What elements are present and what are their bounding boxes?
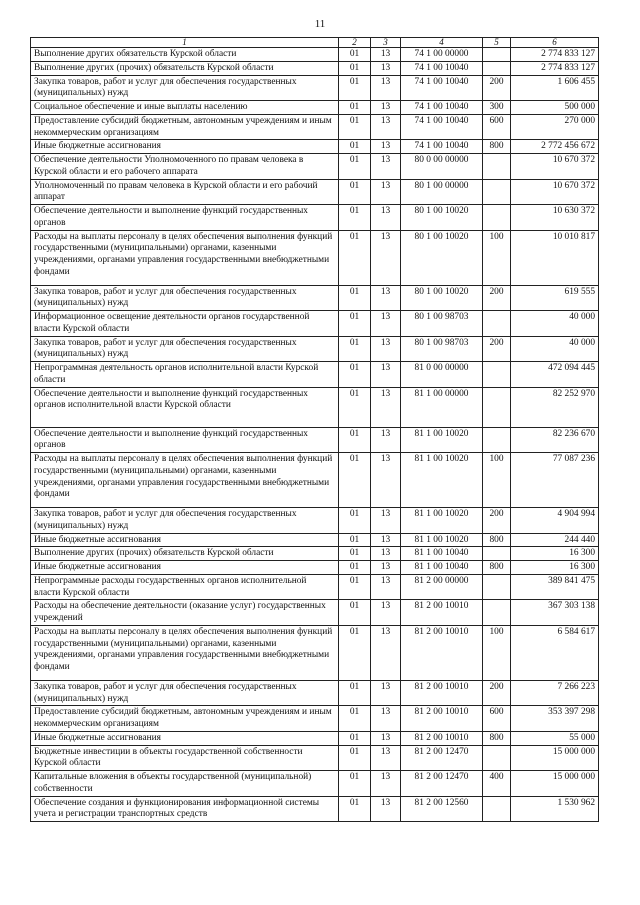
- target-article-cell: 74 1 00 00000: [401, 48, 483, 62]
- row-name-cell: Расходы на выплаты персоналу в целях обеспечения выполнения функций государственными (муниципальными) органами, казенными учреждениями, органами управления государственными внебюджетными фондами: [31, 625, 339, 680]
- subsection-code-cell: 13: [371, 547, 401, 561]
- table-row: [31, 453, 599, 508]
- section-code-cell: 01: [339, 387, 371, 427]
- expense-type-cell: [483, 387, 511, 427]
- amount-cell: 40 000: [511, 311, 599, 337]
- table-row: [31, 205, 599, 231]
- section-code-cell: 01: [339, 101, 371, 115]
- target-article-cell: 74 1 00 10040: [401, 61, 483, 75]
- amount-cell: 1 530 962: [511, 796, 599, 822]
- expense-type-cell: [483, 179, 511, 205]
- target-article-cell: 81 1 00 10020: [401, 508, 483, 534]
- amount-cell: 353 397 298: [511, 706, 599, 732]
- target-article-cell: 74 1 00 10040: [401, 75, 483, 101]
- expense-type-cell: 600: [483, 706, 511, 732]
- section-code-cell: 01: [339, 508, 371, 534]
- target-article-cell: 81 0 00 00000: [401, 362, 483, 388]
- subsection-code-cell: 13: [371, 230, 401, 285]
- table-row: [31, 114, 599, 140]
- column-header: 5: [483, 38, 511, 48]
- expense-type-cell: 200: [483, 336, 511, 362]
- target-article-cell: 81 2 00 00000: [401, 574, 483, 600]
- expense-type-cell: [483, 61, 511, 75]
- table-row: [31, 574, 599, 600]
- section-code-cell: 01: [339, 362, 371, 388]
- target-article-cell: 81 2 00 12470: [401, 771, 483, 797]
- amount-cell: 2 772 456 672: [511, 140, 599, 154]
- subsection-code-cell: 13: [371, 75, 401, 101]
- section-code-cell: 01: [339, 48, 371, 62]
- amount-cell: 2 774 833 127: [511, 48, 599, 62]
- target-article-cell: 80 0 00 00000: [401, 154, 483, 180]
- amount-cell: 40 000: [511, 336, 599, 362]
- target-article-cell: 74 1 00 10040: [401, 140, 483, 154]
- subsection-code-cell: 13: [371, 61, 401, 75]
- section-code-cell: 01: [339, 311, 371, 337]
- amount-cell: 10 670 372: [511, 179, 599, 205]
- column-header: 3: [371, 38, 401, 48]
- table-row: [31, 561, 599, 575]
- table-row: [31, 771, 599, 797]
- target-article-cell: 81 2 00 12470: [401, 745, 483, 771]
- subsection-code-cell: 13: [371, 205, 401, 231]
- table-row: [31, 745, 599, 771]
- section-code-cell: 01: [339, 561, 371, 575]
- subsection-code-cell: 13: [371, 745, 401, 771]
- expense-type-cell: 200: [483, 285, 511, 311]
- subsection-code-cell: 13: [371, 680, 401, 706]
- section-code-cell: 01: [339, 547, 371, 561]
- subsection-code-cell: 13: [371, 179, 401, 205]
- row-name-cell: Закупка товаров, работ и услуг для обеспечения государственных (муниципальных) нужд: [31, 75, 339, 101]
- section-code-cell: 01: [339, 796, 371, 822]
- subsection-code-cell: 13: [371, 625, 401, 680]
- amount-cell: 472 094 445: [511, 362, 599, 388]
- table-row: [31, 336, 599, 362]
- expense-type-cell: 800: [483, 140, 511, 154]
- amount-cell: 4 904 994: [511, 508, 599, 534]
- table-row: [31, 731, 599, 745]
- table-row: [31, 61, 599, 75]
- subsection-code-cell: 13: [371, 574, 401, 600]
- table-row: [31, 179, 599, 205]
- target-article-cell: 80 1 00 00000: [401, 179, 483, 205]
- target-article-cell: 81 2 00 10010: [401, 680, 483, 706]
- amount-cell: 270 000: [511, 114, 599, 140]
- amount-cell: 244 440: [511, 533, 599, 547]
- row-name-cell: Обеспечение деятельности Уполномоченного по правам человека в Курской области и его рабочего аппарата: [31, 154, 339, 180]
- section-code-cell: 01: [339, 205, 371, 231]
- subsection-code-cell: 13: [371, 508, 401, 534]
- section-code-cell: 01: [339, 154, 371, 180]
- section-code-cell: 01: [339, 574, 371, 600]
- row-name-cell: Закупка товаров, работ и услуг для обеспечения государственных (муниципальных) нужд: [31, 285, 339, 311]
- column-header: 2: [339, 38, 371, 48]
- amount-cell: 500 000: [511, 101, 599, 115]
- expense-type-cell: 200: [483, 508, 511, 534]
- subsection-code-cell: 13: [371, 311, 401, 337]
- subsection-code-cell: 13: [371, 387, 401, 427]
- target-article-cell: 80 1 00 98703: [401, 311, 483, 337]
- amount-cell: 2 774 833 127: [511, 61, 599, 75]
- row-name-cell: Выполнение других обязательств Курской области: [31, 48, 339, 62]
- section-code-cell: 01: [339, 731, 371, 745]
- row-name-cell: Предоставление субсидий бюджетным, автономным учреждениям и иным некоммерческим организациям: [31, 114, 339, 140]
- expense-type-cell: [483, 745, 511, 771]
- row-name-cell: Закупка товаров, работ и услуг для обеспечения государственных (муниципальных) нужд: [31, 336, 339, 362]
- table-row: [31, 680, 599, 706]
- subsection-code-cell: 13: [371, 796, 401, 822]
- section-code-cell: 01: [339, 453, 371, 508]
- amount-cell: 16 300: [511, 547, 599, 561]
- expense-type-cell: [483, 574, 511, 600]
- section-code-cell: 01: [339, 427, 371, 453]
- table-body: [31, 48, 599, 822]
- row-name-cell: Непрограммные расходы государственных органов исполнительной власти Курской области: [31, 574, 339, 600]
- subsection-code-cell: 13: [371, 561, 401, 575]
- subsection-code-cell: 13: [371, 427, 401, 453]
- section-code-cell: 01: [339, 771, 371, 797]
- expense-type-cell: [483, 48, 511, 62]
- table-row: [31, 625, 599, 680]
- subsection-code-cell: 13: [371, 771, 401, 797]
- target-article-cell: 80 1 00 10020: [401, 285, 483, 311]
- row-name-cell: Иные бюджетные ассигнования: [31, 561, 339, 575]
- target-article-cell: 81 2 00 10010: [401, 731, 483, 745]
- section-code-cell: 01: [339, 533, 371, 547]
- subsection-code-cell: 13: [371, 336, 401, 362]
- subsection-code-cell: 13: [371, 285, 401, 311]
- target-article-cell: 74 1 00 10040: [401, 114, 483, 140]
- table-header-row: [31, 38, 599, 48]
- expense-type-cell: 100: [483, 230, 511, 285]
- column-header: 6: [511, 38, 599, 48]
- expense-type-cell: 200: [483, 680, 511, 706]
- target-article-cell: 80 1 00 10020: [401, 230, 483, 285]
- amount-cell: 77 087 236: [511, 453, 599, 508]
- row-name-cell: Закупка товаров, работ и услуг для обеспечения государственных (муниципальных) нужд: [31, 508, 339, 534]
- section-code-cell: 01: [339, 61, 371, 75]
- amount-cell: 10 630 372: [511, 205, 599, 231]
- table-row: [31, 230, 599, 285]
- target-article-cell: 81 2 00 10010: [401, 625, 483, 680]
- row-name-cell: Иные бюджетные ассигнования: [31, 731, 339, 745]
- row-name-cell: Иные бюджетные ассигнования: [31, 533, 339, 547]
- table-row: [31, 362, 599, 388]
- page-number: 11: [314, 18, 326, 30]
- target-article-cell: 80 1 00 98703: [401, 336, 483, 362]
- section-code-cell: 01: [339, 285, 371, 311]
- section-code-cell: 01: [339, 625, 371, 680]
- expense-type-cell: [483, 547, 511, 561]
- target-article-cell: 81 1 00 10020: [401, 533, 483, 547]
- expense-type-cell: 300: [483, 101, 511, 115]
- table-row: [31, 508, 599, 534]
- section-code-cell: 01: [339, 75, 371, 101]
- table-row: [31, 387, 599, 427]
- amount-cell: 1 606 455: [511, 75, 599, 101]
- amount-cell: 389 841 475: [511, 574, 599, 600]
- table-row: [31, 101, 599, 115]
- subsection-code-cell: 13: [371, 600, 401, 626]
- amount-cell: 10 670 372: [511, 154, 599, 180]
- row-name-cell: Информационное освещение деятельности органов государственной власти Курской области: [31, 311, 339, 337]
- amount-cell: 82 252 970: [511, 387, 599, 427]
- row-name-cell: Уполномоченный по правам человека в Курской области и его рабочий аппарат: [31, 179, 339, 205]
- amount-cell: 10 010 817: [511, 230, 599, 285]
- target-article-cell: 81 1 00 10040: [401, 561, 483, 575]
- amount-cell: 619 555: [511, 285, 599, 311]
- expense-type-cell: [483, 796, 511, 822]
- subsection-code-cell: 13: [371, 101, 401, 115]
- row-name-cell: Расходы на выплаты персоналу в целях обеспечения выполнения функций государственными (муниципальными) органами, казенными учреждениями, органами управления государственными внебюджетными фондами: [31, 453, 339, 508]
- row-name-cell: Непрограммная деятельность органов исполнительной власти Курской области: [31, 362, 339, 388]
- table-row: [31, 547, 599, 561]
- subsection-code-cell: 13: [371, 533, 401, 547]
- target-article-cell: 80 1 00 10020: [401, 205, 483, 231]
- expense-type-cell: [483, 362, 511, 388]
- section-code-cell: 01: [339, 179, 371, 205]
- expense-type-cell: 600: [483, 114, 511, 140]
- target-article-cell: 81 2 00 10010: [401, 600, 483, 626]
- subsection-code-cell: 13: [371, 154, 401, 180]
- table-row: [31, 285, 599, 311]
- subsection-code-cell: 13: [371, 731, 401, 745]
- target-article-cell: 81 1 00 10020: [401, 453, 483, 508]
- target-article-cell: 81 2 00 12560: [401, 796, 483, 822]
- row-name-cell: Выполнение других (прочих) обязательств Курской области: [31, 61, 339, 75]
- row-name-cell: Обеспечение создания и функционирования информационной системы учета и регистрации транспортных средств: [31, 796, 339, 822]
- section-code-cell: 01: [339, 336, 371, 362]
- expense-type-cell: 100: [483, 453, 511, 508]
- amount-cell: 55 000: [511, 731, 599, 745]
- column-header: 4: [401, 38, 483, 48]
- target-article-cell: 81 1 00 00000: [401, 387, 483, 427]
- section-code-cell: 01: [339, 140, 371, 154]
- table-row: [31, 140, 599, 154]
- expense-type-cell: 800: [483, 561, 511, 575]
- amount-cell: 367 303 138: [511, 600, 599, 626]
- row-name-cell: Расходы на выплаты персоналу в целях обеспечения выполнения функций государственными (муниципальными) органами, казенными учреждениями, органами управления государственными внебюджетными фондами: [31, 230, 339, 285]
- section-code-cell: 01: [339, 706, 371, 732]
- amount-cell: 6 584 617: [511, 625, 599, 680]
- row-name-cell: Иные бюджетные ассигнования: [31, 140, 339, 154]
- target-article-cell: 81 2 00 10010: [401, 706, 483, 732]
- row-name-cell: Предоставление субсидий бюджетным, автономным учреждениям и иным некоммерческим организациям: [31, 706, 339, 732]
- row-name-cell: Выполнение других (прочих) обязательств Курской области: [31, 547, 339, 561]
- row-name-cell: Закупка товаров, работ и услуг для обеспечения государственных (муниципальных) нужд: [31, 680, 339, 706]
- expense-type-cell: 800: [483, 731, 511, 745]
- row-name-cell: Социальное обеспечение и иные выплаты населению: [31, 101, 339, 115]
- row-name-cell: Обеспечение деятельности и выполнение функций государственных органов: [31, 427, 339, 453]
- subsection-code-cell: 13: [371, 48, 401, 62]
- expense-type-cell: 200: [483, 75, 511, 101]
- section-code-cell: 01: [339, 230, 371, 285]
- target-article-cell: 81 1 00 10040: [401, 547, 483, 561]
- table-row: [31, 600, 599, 626]
- target-article-cell: 74 1 00 10040: [401, 101, 483, 115]
- section-code-cell: 01: [339, 680, 371, 706]
- amount-cell: 7 266 223: [511, 680, 599, 706]
- subsection-code-cell: 13: [371, 362, 401, 388]
- amount-cell: 15 000 000: [511, 771, 599, 797]
- table-row: [31, 311, 599, 337]
- expense-type-cell: 100: [483, 625, 511, 680]
- table-row: [31, 796, 599, 822]
- target-article-cell: 81 1 00 10020: [401, 427, 483, 453]
- table-row: [31, 48, 599, 62]
- expense-type-cell: 400: [483, 771, 511, 797]
- amount-cell: 82 236 670: [511, 427, 599, 453]
- column-header: 1: [31, 38, 339, 48]
- expense-type-cell: [483, 427, 511, 453]
- row-name-cell: Бюджетные инвестиции в объекты государственной собственности Курской области: [31, 745, 339, 771]
- budget-table: [30, 37, 599, 822]
- section-code-cell: 01: [339, 600, 371, 626]
- expense-type-cell: [483, 600, 511, 626]
- amount-cell: 15 000 000: [511, 745, 599, 771]
- row-name-cell: Обеспечение деятельности и выполнение функций государственных органов: [31, 205, 339, 231]
- expense-type-cell: [483, 205, 511, 231]
- section-code-cell: 01: [339, 745, 371, 771]
- row-name-cell: Капитальные вложения в объекты государственной (муниципальной) собственности: [31, 771, 339, 797]
- row-name-cell: Расходы на обеспечение деятельности (оказание услуг) государственных учреждений: [31, 600, 339, 626]
- table-row: [31, 154, 599, 180]
- expense-type-cell: [483, 311, 511, 337]
- amount-cell: 16 300: [511, 561, 599, 575]
- subsection-code-cell: 13: [371, 140, 401, 154]
- section-code-cell: 01: [339, 114, 371, 140]
- table-row: [31, 427, 599, 453]
- subsection-code-cell: 13: [371, 114, 401, 140]
- row-name-cell: Обеспечение деятельности и выполнение функций государственных органов исполнительной власти Курской области: [31, 387, 339, 427]
- subsection-code-cell: 13: [371, 706, 401, 732]
- expense-type-cell: 800: [483, 533, 511, 547]
- table-row: [31, 75, 599, 101]
- expense-type-cell: [483, 154, 511, 180]
- table-row: [31, 706, 599, 732]
- table-row: [31, 533, 599, 547]
- subsection-code-cell: 13: [371, 453, 401, 508]
